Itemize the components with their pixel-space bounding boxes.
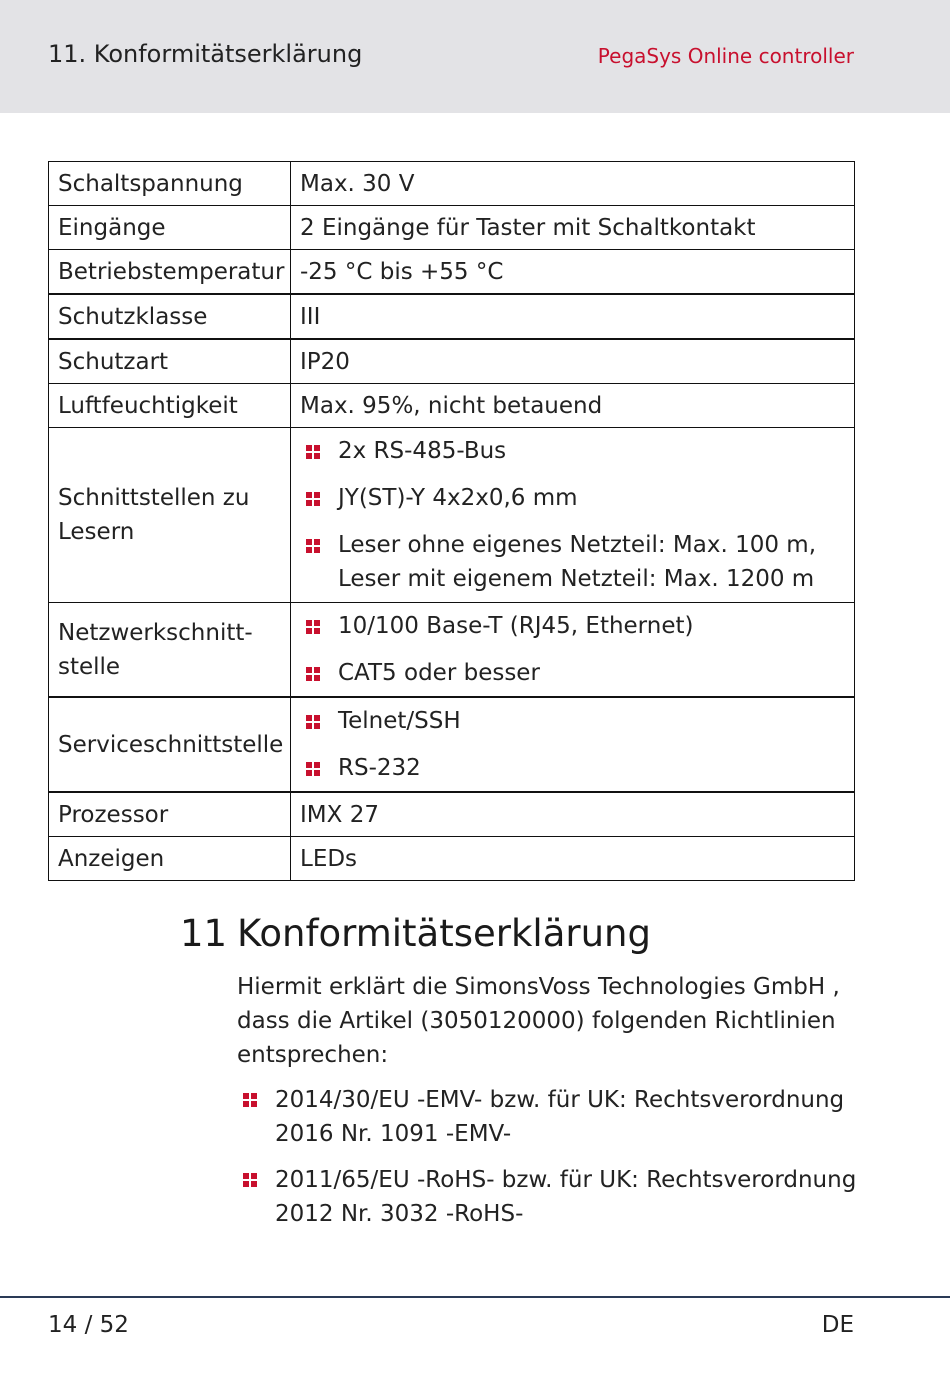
spec-value xyxy=(291,428,855,603)
chapter-title: 11. Konformitätserklärung xyxy=(48,40,363,68)
red-square-grid-bullet-icon xyxy=(306,492,320,506)
red-square-grid-bullet-icon xyxy=(243,1093,257,1107)
footer-divider xyxy=(0,1296,950,1298)
spec-label: Eingänge xyxy=(49,206,291,250)
list-item: 2014/30/EU -EMV- bzw. für UK: Rechtsverordnung 2016 Nr. 1091 -EMV- xyxy=(240,1083,860,1151)
spec-value: III xyxy=(291,294,855,339)
spec-value: -25 °C bis +55 °C xyxy=(291,250,855,295)
red-square-grid-bullet-icon xyxy=(306,539,320,553)
spec-value: LEDs xyxy=(291,837,855,881)
table-row xyxy=(49,792,855,837)
spec-label: Netzwerkschnitt-stelle xyxy=(49,603,291,698)
section-intro: Hiermit erklärt die SimonsVoss Technologies GmbH , dass die Artikel (3050120000) folgenden Richtlinien entsprechen: xyxy=(237,974,840,1068)
bullet-list xyxy=(300,428,845,602)
spec-value: 2 Eingänge für Taster mit Schaltkontakt xyxy=(291,206,855,250)
red-square-grid-bullet-icon xyxy=(306,667,320,681)
red-square-grid-bullet-icon xyxy=(306,445,320,459)
spec-value: IP20 xyxy=(291,339,855,384)
list-item: 10/100 Base-T (RJ45, Ethernet) xyxy=(300,609,845,643)
bullet-list xyxy=(300,603,845,696)
spec-label: Schaltspannung xyxy=(49,162,291,206)
list-item: RS-232 xyxy=(300,751,845,785)
table-row xyxy=(49,250,855,295)
spec-label: Prozessor xyxy=(49,792,291,837)
page-number: 14 / 52 xyxy=(48,1312,129,1338)
list-item: CAT5 oder besser xyxy=(300,656,845,690)
spec-value xyxy=(291,603,855,698)
spec-value xyxy=(291,697,855,792)
table-row xyxy=(49,384,855,428)
table-row xyxy=(49,162,855,206)
spec-value: Max. 95%, nicht betauend xyxy=(291,384,855,428)
product-name: PegaSys Online controller xyxy=(597,44,854,68)
red-square-grid-bullet-icon xyxy=(243,1173,257,1187)
spec-label: Betriebstemperatur xyxy=(49,250,291,295)
table-row xyxy=(49,428,855,603)
table-row xyxy=(49,294,855,339)
spec-label: Serviceschnittstelle xyxy=(49,697,291,792)
section-number: 11 xyxy=(180,912,228,955)
directive-list xyxy=(240,1083,860,1243)
spec-label: Luftfeuchtigkeit xyxy=(49,384,291,428)
list-item: Leser ohne eigenes Netzteil: Max. 100 m, Leser mit eigenem Netzteil: Max. 1200 m xyxy=(300,528,845,596)
list-item: 2011/65/EU -RoHS- bzw. für UK: Rechtsverordnung 2012 Nr. 3032 -RoHS- xyxy=(240,1163,860,1231)
spec-value: IMX 27 xyxy=(291,792,855,837)
table-row xyxy=(49,697,855,792)
table-row xyxy=(49,339,855,384)
list-item: Telnet/SSH xyxy=(300,704,845,738)
table-row xyxy=(49,603,855,698)
spec-label: Anzeigen xyxy=(49,837,291,881)
red-square-grid-bullet-icon xyxy=(306,715,320,729)
table-row xyxy=(49,837,855,881)
bullet-list xyxy=(300,698,845,791)
spec-value: Max. 30 V xyxy=(291,162,855,206)
list-item: JY(ST)-Y 4x2x0,6 mm xyxy=(300,481,845,515)
list-item: 2x RS-485-Bus xyxy=(300,434,845,468)
table-row xyxy=(49,206,855,250)
spec-table xyxy=(48,161,855,881)
red-square-grid-bullet-icon xyxy=(306,762,320,776)
spec-label: Schutzklasse xyxy=(49,294,291,339)
spec-label: Schutzart xyxy=(49,339,291,384)
spec-label: Schnittstellen zu Lesern xyxy=(49,428,291,603)
section-title: Konformitätserklärung xyxy=(237,912,651,955)
language-code: DE xyxy=(821,1312,854,1338)
page-header xyxy=(0,0,950,113)
red-square-grid-bullet-icon xyxy=(306,620,320,634)
